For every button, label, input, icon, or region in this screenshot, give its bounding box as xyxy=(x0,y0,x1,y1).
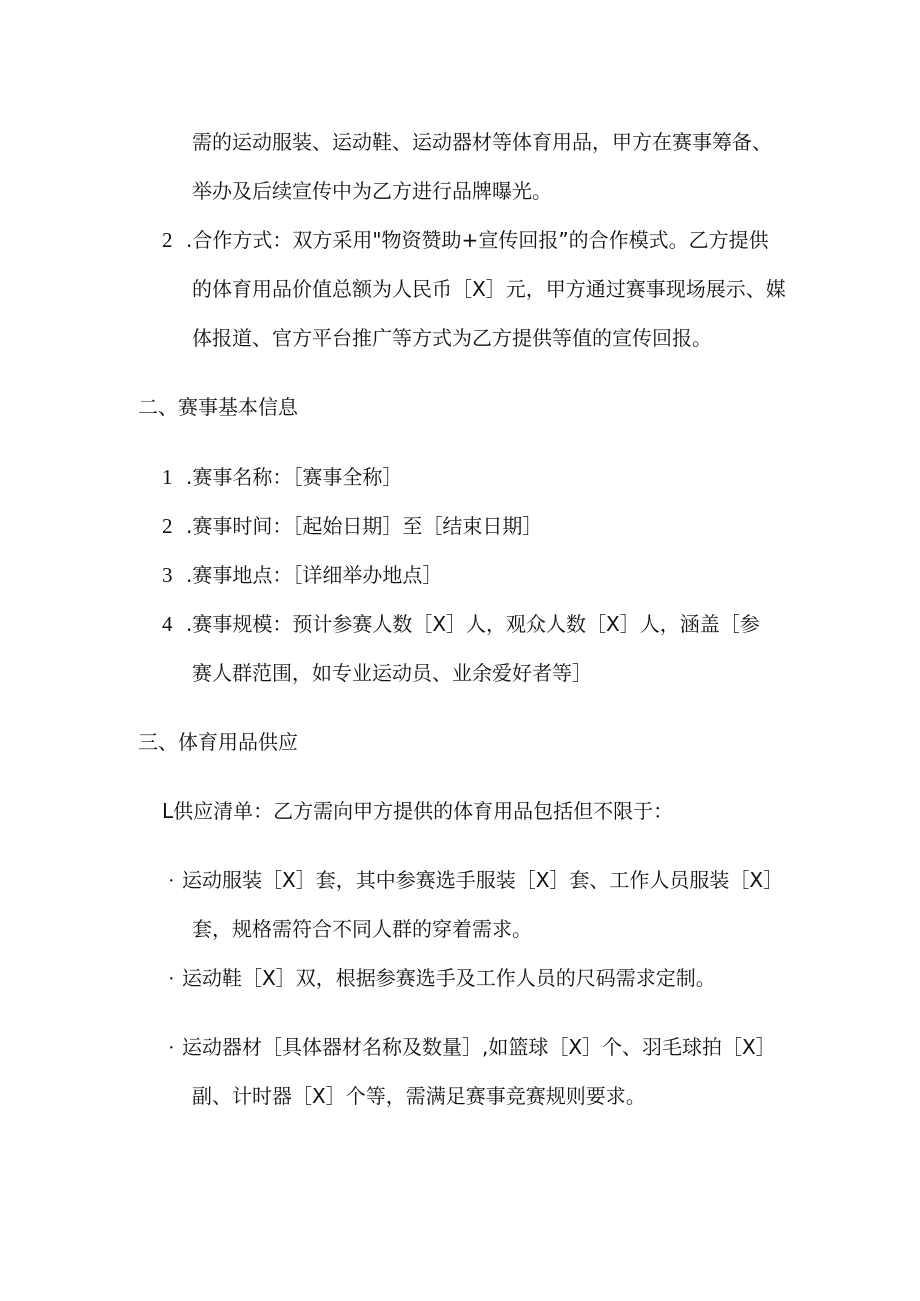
bullet-item-apparel-cont: 套，规格需符合不同人群的穿着需求。 xyxy=(192,917,532,941)
cooperation-item xyxy=(162,226,769,254)
bullet-text: 运动鞋［X］双，根据参赛选手及工作人员的尺码需求定制。 xyxy=(182,966,716,990)
cooperation-line-2: 的体育用品价值总额为人民币［X］元，甲方通过赛事现场展示、媒 xyxy=(192,277,786,301)
bullet-text: 运动服装［X］套，其中参赛选手服装［X］套、工作人员服装［X］ xyxy=(182,868,784,892)
bullet-item-apparel xyxy=(168,866,783,895)
cooperation-line-3: 体报道、官方平台推广等方式为乙方提供等值的宣传回报。 xyxy=(192,326,712,350)
item-number: 4 xyxy=(162,612,173,636)
section-heading-supply: 三、体育用品供应 xyxy=(138,730,298,754)
list-item-event-scale xyxy=(162,610,760,638)
bullet-item-equipment xyxy=(168,1033,776,1062)
bullet-mark: · xyxy=(168,968,175,990)
list-item-text: .赛事名称：［赛事全称］ xyxy=(186,465,403,489)
bullet-mark: · xyxy=(168,1037,175,1059)
bullet-item-shoes xyxy=(168,964,716,993)
bullet-mark: · xyxy=(168,870,175,892)
intro-line-2: 举办及后续宣传中为乙方进行品牌曝光。 xyxy=(192,179,552,203)
section-heading-event-info: 二、赛事基本信息 xyxy=(138,395,298,419)
item-number: 3 xyxy=(162,563,173,587)
bullet-text: 运动器材［具体器材名称及数量］,如篮球［X］个、羽毛球拍［X］ xyxy=(182,1035,776,1059)
item-number: 1 xyxy=(162,465,173,489)
list-item-event-time xyxy=(162,512,542,540)
item-number: 2 xyxy=(162,228,173,252)
bullet-item-equipment-cont: 副、计时器［X］个等，需满足赛事竞赛规则要求。 xyxy=(192,1084,646,1108)
list-item-text: .赛事地点：［详细举办地点］ xyxy=(186,563,443,587)
item-number: 2 xyxy=(162,514,173,538)
intro-line-1: 需的运动服装、运动鞋、运动器材等体育用品，甲方在赛事筹备、 xyxy=(192,130,772,154)
list-item-text: .赛事规模：预计参赛人数［X］人，观众人数［X］人，涵盖［参 xyxy=(186,612,760,636)
list-item-event-location xyxy=(162,561,442,589)
cooperation-text: .合作方式：双方采用"物资赞助+宣传回报”的合作模式。乙方提供 xyxy=(186,228,769,252)
list-item-event-scale-cont: 赛人群范围，如专业运动员、业余爱好者等］ xyxy=(192,661,592,685)
list-item-text: .赛事时间：［起始日期］至［结束日期］ xyxy=(186,514,543,538)
list-item-event-name xyxy=(162,463,402,491)
supply-intro: L供应清单：乙方需向甲方提供的体育用品包括但不限于： xyxy=(162,799,674,823)
